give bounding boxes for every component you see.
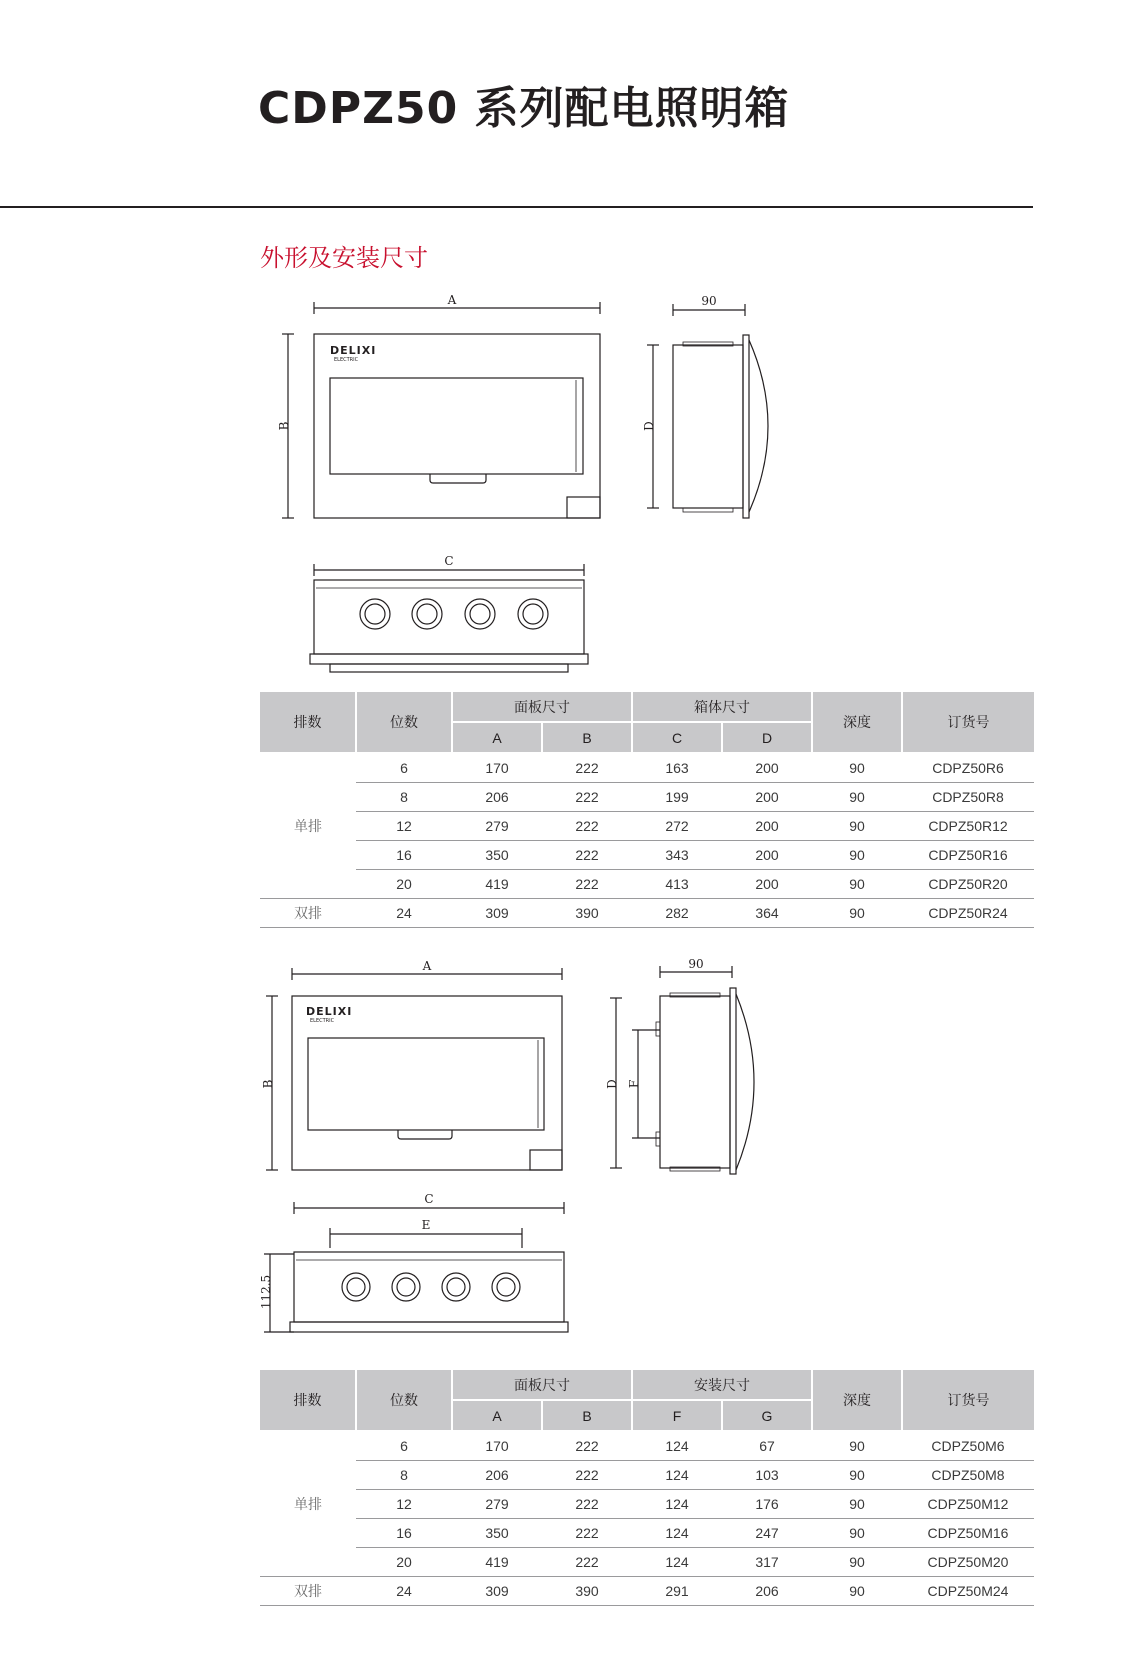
cell-b: 222	[542, 870, 632, 899]
cell-d: 200	[722, 753, 812, 783]
table-row	[260, 1519, 1034, 1548]
cell-order-no: CDPZ50R20	[902, 870, 1034, 899]
cell-g: 206	[722, 1577, 812, 1606]
dim-label-b: B	[261, 1079, 275, 1089]
dim-label-f: F	[627, 1079, 641, 1089]
cell-positions: 16	[356, 841, 452, 870]
cell-b: 222	[542, 783, 632, 812]
dim-label-depth: 90	[688, 957, 704, 971]
header-d: D	[722, 722, 812, 753]
spec-table-m	[260, 1370, 1034, 1606]
cell-d: 200	[722, 812, 812, 841]
cell-b: 222	[542, 753, 632, 783]
cell-c: 413	[632, 870, 722, 899]
dim-label-depth: 90	[701, 294, 717, 308]
cell-order-no: CDPZ50R16	[902, 841, 1034, 870]
dim-label-e: E	[421, 1218, 431, 1232]
cell-b: 222	[542, 1548, 632, 1577]
cell-g: 317	[722, 1548, 812, 1577]
cell-d: 200	[722, 870, 812, 899]
header-a: A	[452, 722, 542, 753]
cell-c: 272	[632, 812, 722, 841]
cell-f: 124	[632, 1548, 722, 1577]
cell-a: 206	[452, 1461, 542, 1490]
cell-depth: 90	[812, 1461, 902, 1490]
cell-c: 199	[632, 783, 722, 812]
cell-order-no: CDPZ50M20	[902, 1548, 1034, 1577]
dim-label-d: D	[642, 421, 656, 431]
group-label: 单排	[260, 753, 356, 899]
cell-b: 222	[542, 1519, 632, 1548]
cell-d: 200	[722, 783, 812, 812]
cell-a: 279	[452, 812, 542, 841]
front-view-drawing-2	[260, 960, 570, 1180]
cell-positions: 20	[356, 1548, 452, 1577]
header-positions: 位数	[356, 692, 452, 753]
brand-logo-sub: ELECTRIC	[310, 1018, 335, 1024]
cell-positions: 8	[356, 1461, 452, 1490]
table-row	[260, 841, 1034, 870]
cell-order-no: CDPZ50M24	[902, 1577, 1034, 1606]
cell-a: 350	[452, 1519, 542, 1548]
bottom-view-drawing-2	[258, 1192, 568, 1342]
cell-g: 176	[722, 1490, 812, 1519]
dim-label-a: A	[422, 959, 432, 973]
header-rows: 排数	[260, 692, 356, 753]
header-b: B	[542, 722, 632, 753]
bottom-view-drawing-1	[300, 550, 600, 680]
header-box-size: 箱体尺寸	[632, 692, 812, 722]
cell-depth: 90	[812, 1548, 902, 1577]
cell-order-no: CDPZ50R6	[902, 753, 1034, 783]
cell-d: 364	[722, 899, 812, 928]
dim-label-c: C	[444, 554, 454, 568]
cell-depth: 90	[812, 812, 902, 841]
cell-a: 419	[452, 870, 542, 899]
cell-b: 222	[542, 1461, 632, 1490]
table-row	[260, 783, 1034, 812]
cell-depth: 90	[812, 899, 902, 928]
header-f: F	[632, 1400, 722, 1431]
cell-positions: 6	[356, 1431, 452, 1461]
header-a: A	[452, 1400, 542, 1431]
cell-positions: 12	[356, 812, 452, 841]
cell-c: 343	[632, 841, 722, 870]
header-mount-size: 安装尺寸	[632, 1370, 812, 1400]
table-row	[260, 1548, 1034, 1577]
cell-b: 222	[542, 812, 632, 841]
cell-order-no: CDPZ50M8	[902, 1461, 1034, 1490]
group-label: 单排	[260, 1431, 356, 1577]
page-title: CDPZ50 系列配电照明箱	[258, 83, 790, 134]
cell-a: 170	[452, 753, 542, 783]
cell-c: 282	[632, 899, 722, 928]
cell-positions: 24	[356, 899, 452, 928]
cell-depth: 90	[812, 870, 902, 899]
cell-order-no: CDPZ50R12	[902, 812, 1034, 841]
table-row	[260, 1577, 1034, 1606]
table-row	[260, 1490, 1034, 1519]
cell-f: 124	[632, 1490, 722, 1519]
dim-label-height: 112.5	[259, 1274, 273, 1310]
cell-depth: 90	[812, 1431, 902, 1461]
header-depth: 深度	[812, 1370, 902, 1431]
header-g: G	[722, 1400, 812, 1431]
cell-b: 222	[542, 841, 632, 870]
cell-depth: 90	[812, 1490, 902, 1519]
cell-order-no: CDPZ50M12	[902, 1490, 1034, 1519]
header-divider	[0, 206, 1033, 208]
table-row	[260, 1431, 1034, 1461]
cell-positions: 16	[356, 1519, 452, 1548]
cell-positions: 8	[356, 783, 452, 812]
cell-g: 103	[722, 1461, 812, 1490]
dim-label-d: D	[605, 1079, 619, 1089]
header-c: C	[632, 722, 722, 753]
table-row	[260, 812, 1034, 841]
section-title: 外形及安装尺寸	[260, 244, 428, 272]
cell-g: 67	[722, 1431, 812, 1461]
header-order-no: 订货号	[902, 1370, 1034, 1431]
group-label: 双排	[260, 899, 356, 928]
cell-a: 350	[452, 841, 542, 870]
cell-a: 309	[452, 899, 542, 928]
dim-label-c: C	[424, 1192, 434, 1206]
dim-label-b: B	[277, 421, 291, 431]
cell-order-no: CDPZ50R8	[902, 783, 1034, 812]
brand-logo-sub: ELECTRIC	[334, 357, 359, 363]
cell-order-no: CDPZ50R24	[902, 899, 1034, 928]
cell-positions: 24	[356, 1577, 452, 1606]
side-view-drawing-1	[635, 290, 795, 530]
cell-depth: 90	[812, 1577, 902, 1606]
cell-depth: 90	[812, 783, 902, 812]
table-row	[260, 753, 1034, 783]
table-row	[260, 1461, 1034, 1490]
cell-positions: 20	[356, 870, 452, 899]
table-row	[260, 899, 1034, 928]
header-panel-size: 面板尺寸	[452, 1370, 632, 1400]
header-b: B	[542, 1400, 632, 1431]
cell-b: 390	[542, 1577, 632, 1606]
cell-positions: 6	[356, 753, 452, 783]
cell-a: 170	[452, 1431, 542, 1461]
cell-depth: 90	[812, 841, 902, 870]
cell-b: 222	[542, 1490, 632, 1519]
side-view-drawing-2	[600, 957, 760, 1180]
brand-logo: DELIXI	[306, 1005, 353, 1018]
cell-positions: 12	[356, 1490, 452, 1519]
cell-f: 124	[632, 1431, 722, 1461]
cell-b: 222	[542, 1431, 632, 1461]
cell-f: 124	[632, 1461, 722, 1490]
cell-b: 390	[542, 899, 632, 928]
cell-a: 419	[452, 1548, 542, 1577]
header-order-no: 订货号	[902, 692, 1034, 753]
cell-c: 163	[632, 753, 722, 783]
group-label: 双排	[260, 1577, 356, 1606]
cell-depth: 90	[812, 1519, 902, 1548]
cell-f: 291	[632, 1577, 722, 1606]
header-positions: 位数	[356, 1370, 452, 1431]
cell-a: 279	[452, 1490, 542, 1519]
header-panel-size: 面板尺寸	[452, 692, 632, 722]
table-row	[260, 870, 1034, 899]
cell-a: 206	[452, 783, 542, 812]
cell-f: 124	[632, 1519, 722, 1548]
spec-table-r	[260, 692, 1034, 928]
front-view-drawing-1	[270, 290, 620, 520]
header-depth: 深度	[812, 692, 902, 753]
header-rows: 排数	[260, 1370, 356, 1431]
brand-logo: DELIXI	[330, 344, 377, 357]
cell-g: 247	[722, 1519, 812, 1548]
cell-order-no: CDPZ50M16	[902, 1519, 1034, 1548]
cell-depth: 90	[812, 753, 902, 783]
cell-d: 200	[722, 841, 812, 870]
dim-label-a: A	[447, 293, 457, 307]
cell-order-no: CDPZ50M6	[902, 1431, 1034, 1461]
cell-a: 309	[452, 1577, 542, 1606]
